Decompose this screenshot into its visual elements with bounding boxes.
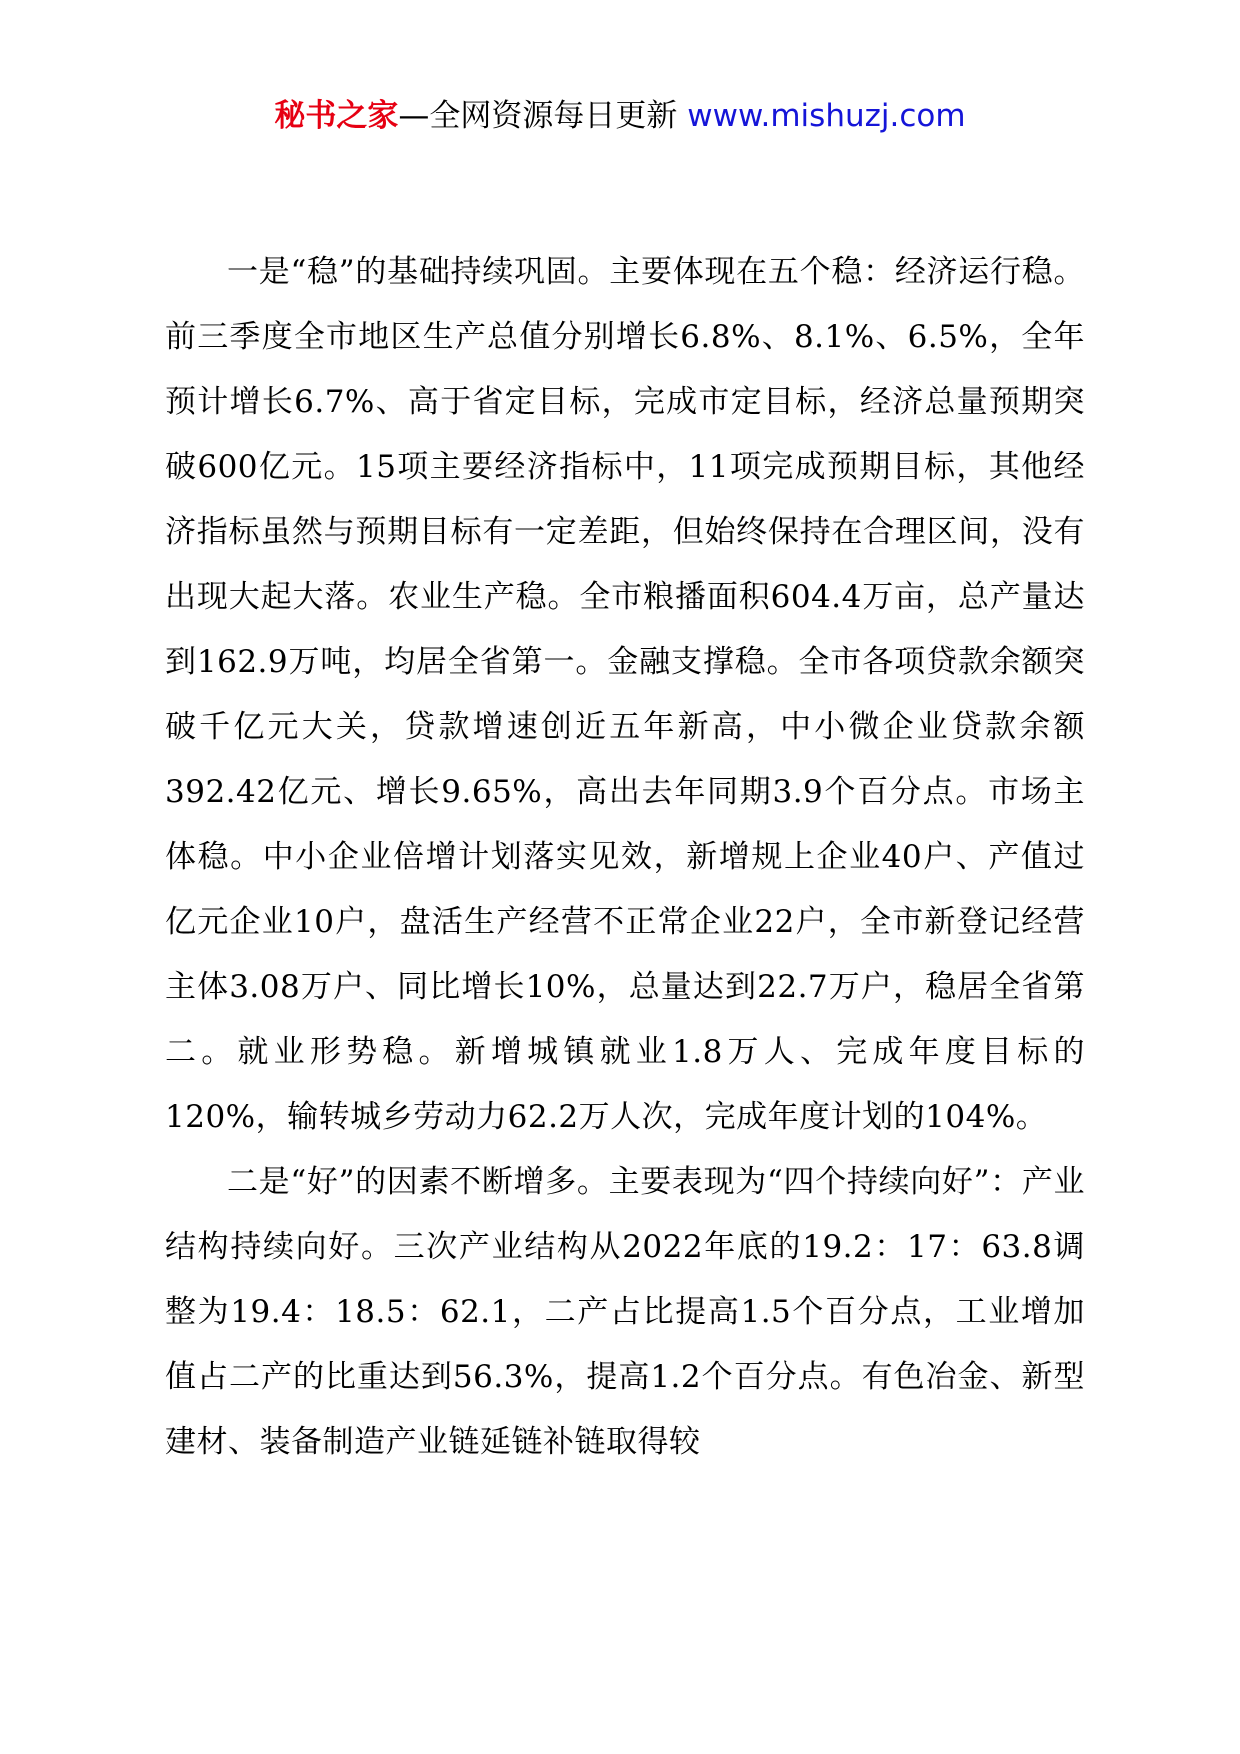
site-header [0, 96, 1240, 136]
paragraph-improvement: 二是“好”的因素不断增多。主要表现为“四个持续向好”：产业结构持续向好。三次产业结构从2022年底的19.2：17：63.8调整为19.4：18.5：62.1，二产占比提高1.5个百分点，工业增加值占二产的比重达到56.3%，提高1.2个百分点。有色冶金、新型建材、装备制造产业链延链补链取得较 [165, 1164, 1085, 1460]
site-tagline: —全网资源每日更新 [398, 98, 688, 134]
paragraph-stability: 一是“稳”的基础持续巩固。主要体现在五个稳：经济运行稳。前三季度全市地区生产总值分别增长6.8%、8.1%、6.5%，全年预计增长6.7%、高于省定目标，完成市定目标，经济总量预期突破600亿元。15项主要经济指标中，11项完成预期目标，其他经济指标虽然与预期目标有一定差距，但始终保持在合理区间，没有出现大起大落。农业生产稳。全市粮播面积604.4万亩，总产量达到162.9万吨，均居全省第一。金融支撑稳。全市各项贷款余额突破千亿元大关，贷款增速创近五年新高，中小微企业贷款余额392.42亿元、增长9.65%，高出去年同期3.9个百分点。市场主体稳。中小企业倍增计划落实见效，新增规上企业40户、产值过亿元企业10户，盘活生产经营不正常企业22户，全市新登记经营主体3.08万户、同比增长10%，总量达到22.7万户，稳居全省第二。就业形势稳。新增城镇就业1.8万人、完成年度目标的120%，输转城乡劳动力62.2万人次，完成年度计划的104%。 [165, 254, 1085, 1135]
document-body [165, 240, 1085, 1475]
site-brand: 秘书之家 [274, 98, 399, 134]
site-url-link[interactable]: www.mishuzj.com [687, 98, 966, 134]
